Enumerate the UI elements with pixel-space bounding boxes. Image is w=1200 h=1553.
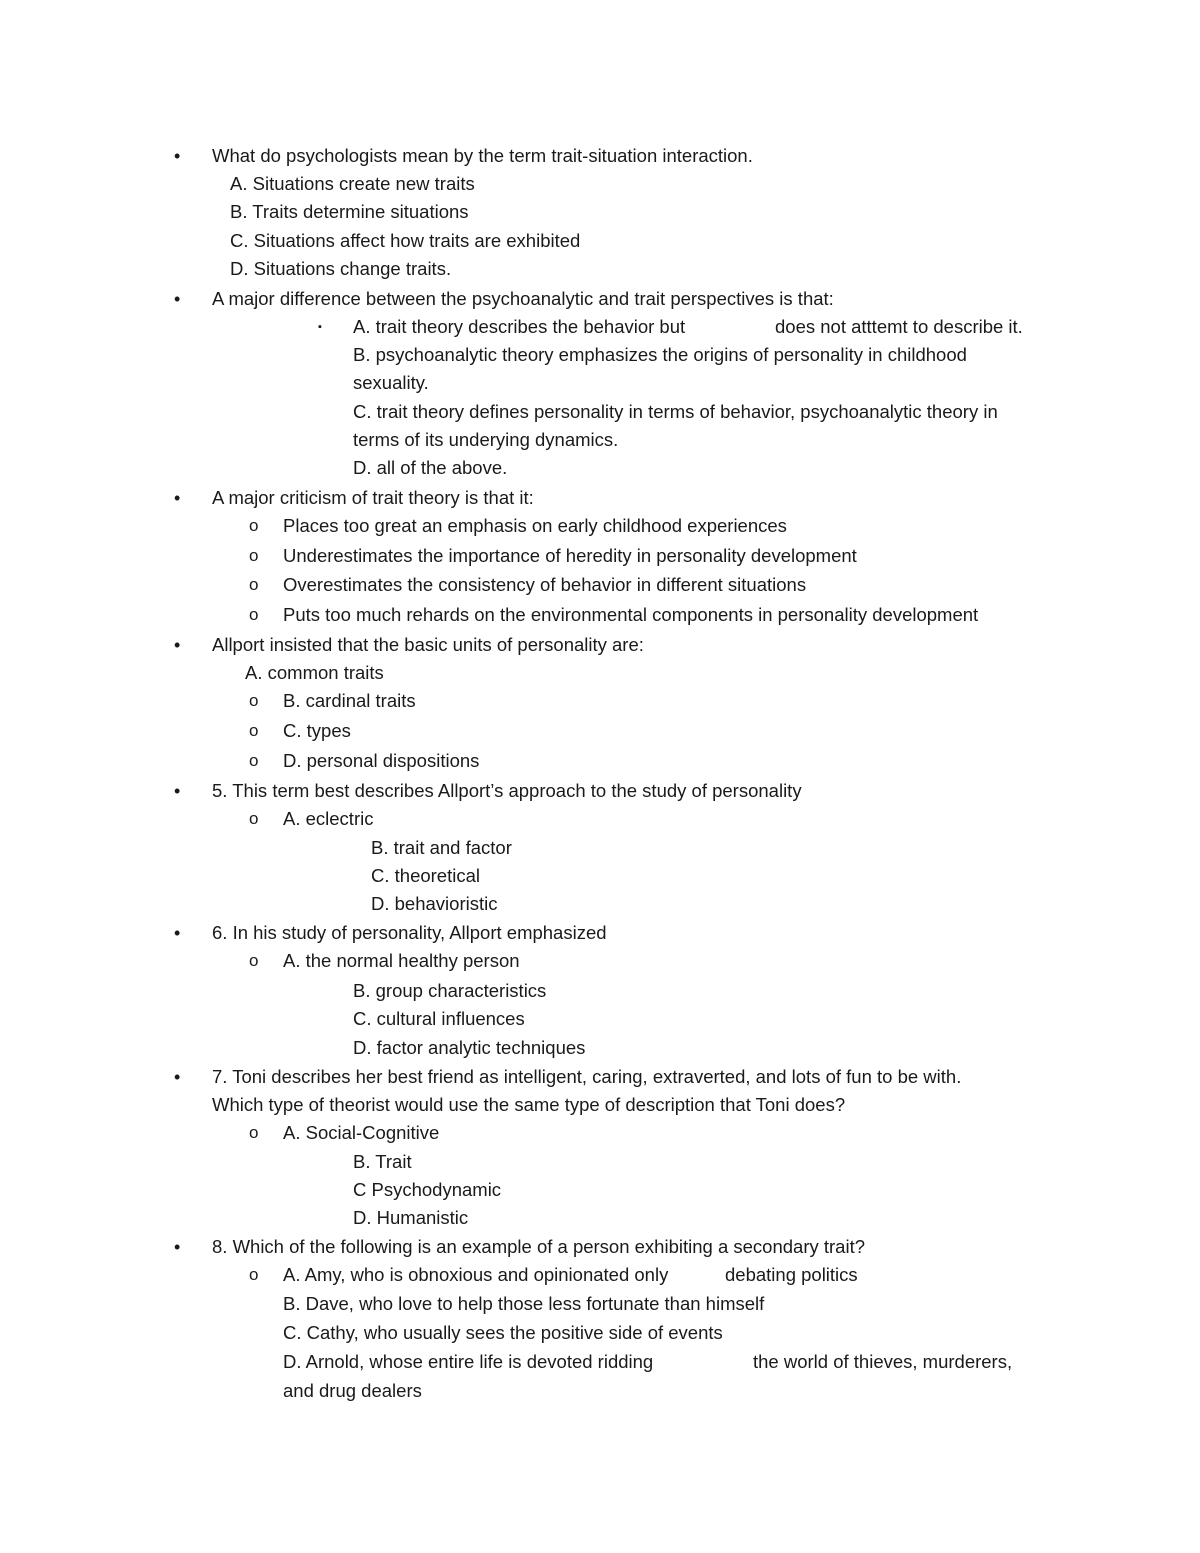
circle-bullet-marker: o [249, 721, 259, 740]
question-1-option-d: D. Situations change traits. [230, 258, 452, 279]
bullet-marker: • [174, 923, 181, 943]
question-8-stem: 8. Which of the following is an example of a person exhibiting a secondary trait? [212, 1236, 866, 1257]
question-3-option-3: Overestimates the consistency of behavior in different situations [283, 574, 807, 595]
question-8-option-d: D. Arnold, whose entire life is devoted ridding [283, 1351, 654, 1372]
question-3-option-4: Puts too much rehards on the environmental components in personality development [283, 604, 979, 625]
question-1-option-a: A. Situations create new traits [230, 173, 475, 194]
circle-bullet-marker: o [249, 516, 259, 535]
circle-bullet-marker: o [249, 751, 259, 770]
question-5-option-a: A. eclectric [283, 808, 374, 829]
question-7-stem-continued: Which type of theorist would use the same type of description that Toni does? [212, 1094, 846, 1115]
bullet-marker: • [174, 781, 181, 801]
bullet-marker: • [174, 146, 181, 166]
circle-bullet-marker: o [249, 605, 259, 624]
question-3-option-1: Places too great an emphasis on early childhood experiences [283, 515, 787, 536]
circle-bullet-marker: o [249, 809, 259, 828]
question-3-option-2: Underestimates the importance of heredity in personality development [283, 545, 857, 566]
question-4-option-c: C. types [283, 720, 351, 741]
question-7-stem: 7. Toni describes her best friend as intelligent, caring, extraverted, and lots of fun to be with. [212, 1066, 962, 1087]
question-7-option-d: D. Humanistic [353, 1207, 469, 1228]
square-bullet-marker: ▪ [318, 321, 322, 333]
question-5-option-c: C. theoretical [371, 865, 480, 886]
circle-bullet-marker: o [249, 691, 259, 710]
circle-bullet-marker: o [249, 1265, 259, 1284]
bullet-marker: • [174, 635, 181, 655]
circle-bullet-marker: o [249, 546, 259, 565]
question-1-option-b: B. Traits determine situations [230, 201, 469, 222]
question-2-option-b-continued: sexuality. [353, 372, 429, 393]
question-6-option-b: B. group characteristics [353, 980, 547, 1001]
question-8-option-a-continued: debating politics [725, 1264, 858, 1285]
question-8-option-d-final: and drug dealers [283, 1380, 422, 1401]
question-5-option-d: D. behavioristic [371, 893, 498, 914]
question-2-option-b: B. psychoanalytic theory emphasizes the origins of personality in childhood [353, 344, 967, 365]
question-1-option-c: C. Situations affect how traits are exhibited [230, 230, 581, 251]
question-1-stem: What do psychologists mean by the term trait-situation interaction. [212, 145, 753, 166]
question-3-stem: A major criticism of trait theory is that it: [212, 487, 534, 508]
bullet-marker: • [174, 289, 181, 309]
circle-bullet-marker: o [249, 951, 259, 970]
question-4-option-d: D. personal dispositions [283, 750, 480, 771]
question-4-stem: Allport insisted that the basic units of personality are: [212, 634, 644, 655]
question-2-option-c: C. trait theory defines personality in terms of behavior, psychoanalytic theory in [353, 401, 998, 422]
question-2-option-d: D. all of the above. [353, 457, 508, 478]
bullet-marker: • [174, 1067, 181, 1087]
question-8-option-b: B. Dave, who love to help those less fortunate than himself [283, 1293, 765, 1314]
question-8-option-a: A. Amy, who is obnoxious and opinionated only [283, 1264, 669, 1285]
question-2-option-a: A. trait theory describes the behavior but [353, 316, 686, 337]
question-6-option-d: D. factor analytic techniques [353, 1037, 586, 1058]
question-5-option-b: B. trait and factor [371, 837, 512, 858]
question-7-option-c: C Psychodynamic [353, 1179, 502, 1200]
question-2-stem: A major difference between the psychoanalytic and trait perspectives is that: [212, 288, 834, 309]
question-4-option-b: B. cardinal traits [283, 690, 416, 711]
question-7-option-b: B. Trait [353, 1151, 412, 1172]
circle-bullet-marker: o [249, 1123, 259, 1142]
question-4-option-a: A. common traits [245, 662, 384, 683]
question-2-option-a-continued: does not atttemt to describe it. [775, 316, 1023, 337]
question-2-option-c-continued: terms of its underying dynamics. [353, 429, 619, 450]
circle-bullet-marker: o [249, 575, 259, 594]
bullet-marker: • [174, 1237, 181, 1257]
question-5-stem: 5. This term best describes Allport’s approach to the study of personality [212, 780, 802, 801]
question-6-option-c: C. cultural influences [353, 1008, 525, 1029]
question-7-option-a: A. Social-Cognitive [283, 1122, 440, 1143]
question-6-option-a: A. the normal healthy person [283, 950, 520, 971]
bullet-marker: • [174, 488, 181, 508]
question-8-option-c: C. Cathy, who usually sees the positive side of events [283, 1322, 723, 1343]
question-6-stem: 6. In his study of personality, Allport emphasized [212, 922, 607, 943]
question-8-option-d-continued: the world of thieves, murderers, [753, 1351, 1013, 1372]
